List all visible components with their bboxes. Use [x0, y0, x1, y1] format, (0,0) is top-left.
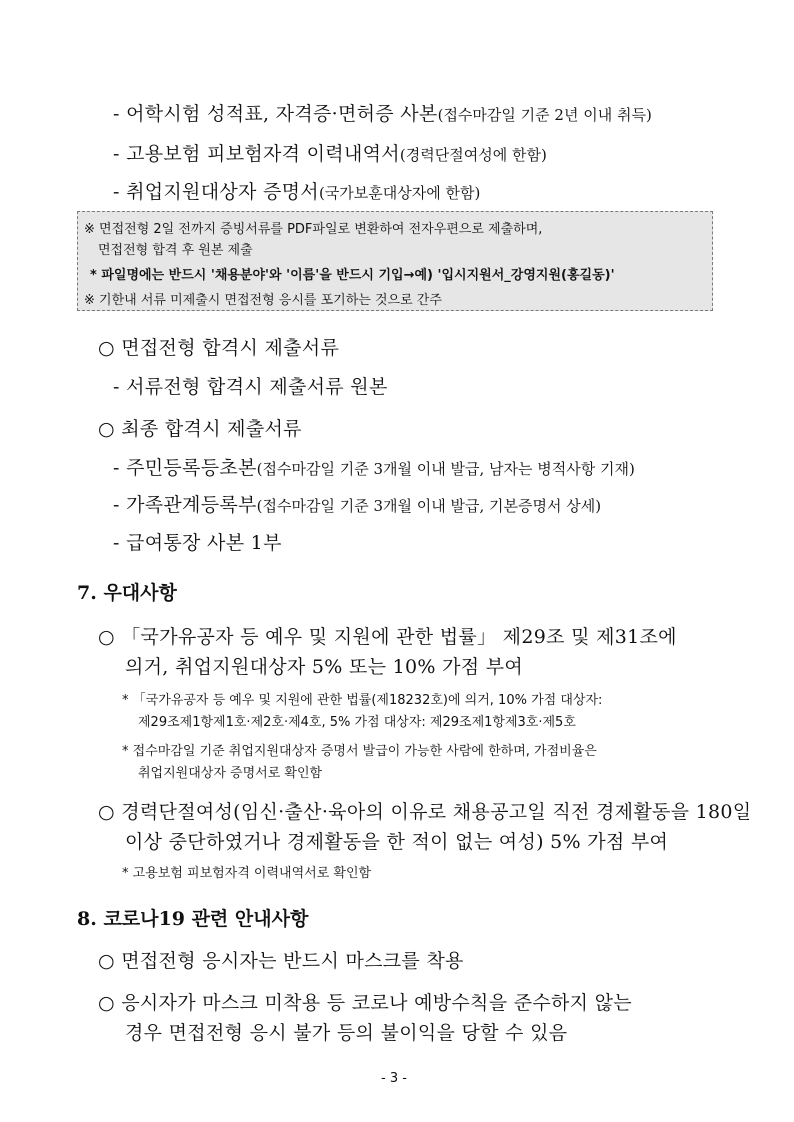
section-title: 면접전형 합격시 제출서류	[121, 337, 340, 359]
section-8-title: 8. 코로나19 관련 안내사항	[77, 908, 309, 930]
doc-title: 가족관계등록부	[126, 494, 257, 516]
note-text: 「국가유공자 등 예우 및 지원에 관한 법률(제18232호)에 의거, 10% 가점 대상자:	[132, 693, 603, 708]
notice-line-2: 면접전형 합격 후 원본 제출	[98, 243, 253, 258]
circle-bullet-icon: ○	[98, 418, 115, 440]
doc-title: 주민등록등초본	[126, 457, 257, 479]
note-text: 접수마감일 기준 취업지원대상자 증명서 발급이 가능한 사람에 한하며, 가점비율은	[132, 744, 597, 759]
circle-bullet-icon: ○	[98, 950, 115, 972]
doc-condition: (접수마감일 기준 3개월 이내 발급, 기본증명서 상세)	[256, 497, 602, 515]
item-text: 「국가유공자 등 예우 및 지원에 관한 법률」 제29조 및 제31조에	[121, 626, 677, 648]
circle-bullet-icon: ○	[98, 626, 115, 648]
doc-title: 어학시험 성적표, 자격증·면허증 사본	[126, 103, 438, 125]
item-text: 서류전형 합격시 제출서류 원본	[126, 376, 388, 398]
dash-marker: -	[113, 532, 120, 554]
notice-filename-rule: * 파일명에는 반드시 '채용분야'와 '이름'을 반드시 기입→예) '입시지원서_강영지원(홍길동)'	[90, 268, 615, 283]
final-pass-heading	[98, 414, 302, 441]
final-pass-item-family	[113, 490, 601, 517]
doc-condition: (접수마감일 기준 3개월 이내 발급, 남자는 병적사항 기재)	[256, 460, 635, 478]
section-7-item-2-line-2: 이상 중단하였거나 경제활동을 한 적이 없는 여성) 5% 가점 부여	[125, 831, 669, 853]
doc-line-insurance	[113, 139, 547, 166]
asterisk-marker: *	[122, 693, 129, 708]
interview-pass-heading	[98, 333, 339, 360]
doc-title: 취업지원대상자 증명서	[126, 181, 319, 203]
dash-marker: -	[113, 103, 120, 125]
final-pass-item-resident	[113, 453, 635, 480]
dash-marker: -	[113, 143, 120, 165]
dash-marker: -	[113, 494, 120, 516]
doc-title: 고용보험 피보험자격 이력내역서	[126, 143, 400, 165]
circle-bullet-icon: ○	[98, 992, 115, 1014]
final-pass-item-bankbook	[113, 528, 282, 555]
doc-title: 급여통장 사본 1부	[126, 532, 282, 554]
section-8-item-2-line-2: 경우 면접전형 응시 불가 등의 불이익을 당할 수 있음	[125, 1022, 568, 1044]
section-7-note-3	[122, 862, 371, 881]
section-7-item-2-line-1	[98, 797, 751, 824]
section-7-item-1-line-2: 의거, 취업지원대상자 5% 또는 10% 가점 부여	[125, 656, 524, 678]
doc-condition: (접수마감일 기준 2년 이내 취득)	[437, 106, 652, 124]
notice-line-1: ※ 면접전형 2일 전까지 증빙서류를 PDF파일로 변환하여 전자우편으로 제출하며,	[84, 222, 543, 237]
section-7-item-1-line-1	[98, 622, 677, 649]
dash-marker: -	[113, 181, 120, 203]
item-text: 면접전형 응시자는 반드시 마스크를 착용	[121, 950, 464, 972]
asterisk-marker: *	[122, 866, 129, 881]
section-7-note-1-line-1	[122, 689, 602, 708]
section-8-item-1	[98, 946, 464, 973]
circle-bullet-icon: ○	[98, 337, 115, 359]
section-7-note-2-line-1	[122, 740, 597, 759]
doc-line-language	[113, 99, 652, 126]
dash-marker: -	[113, 457, 120, 479]
doc-condition: (경력단절여성에 한함)	[399, 146, 547, 164]
page-number: - 3 -	[381, 1071, 407, 1086]
doc-line-veteran	[113, 177, 480, 204]
item-text: 응시자가 마스크 미착용 등 코로나 예방수칙을 준수하지 않는	[121, 992, 632, 1014]
doc-condition: (국가보훈대상자에 한함)	[318, 184, 481, 202]
section-8-item-2-line-1	[98, 988, 632, 1015]
notice-box	[77, 211, 713, 311]
circle-bullet-icon: ○	[98, 801, 115, 823]
section-7-title: 7. 우대사항	[77, 582, 177, 604]
dash-marker: -	[113, 376, 120, 398]
asterisk-marker: *	[122, 744, 129, 759]
item-text: 경력단절여성(임신·출산·육아의 이유로 채용공고일 직전 경제활동을 180일	[121, 801, 752, 823]
note-text: 고용보험 피보험자격 이력내역서로 확인함	[132, 866, 372, 881]
notice-line-4: ※ 기한내 서류 미제출시 면접전형 응시를 포기하는 것으로 간주	[84, 293, 442, 308]
section-7-note-1-line-2: 제29조제1항제1호·제2호·제4호, 5% 가점 대상자: 제29조제1항제3호·제5호	[138, 715, 576, 730]
interview-pass-item	[113, 372, 388, 399]
section-7-note-2-line-2: 취업지원대상자 증명서로 확인함	[138, 766, 323, 781]
section-title: 최종 합격시 제출서류	[121, 418, 302, 440]
